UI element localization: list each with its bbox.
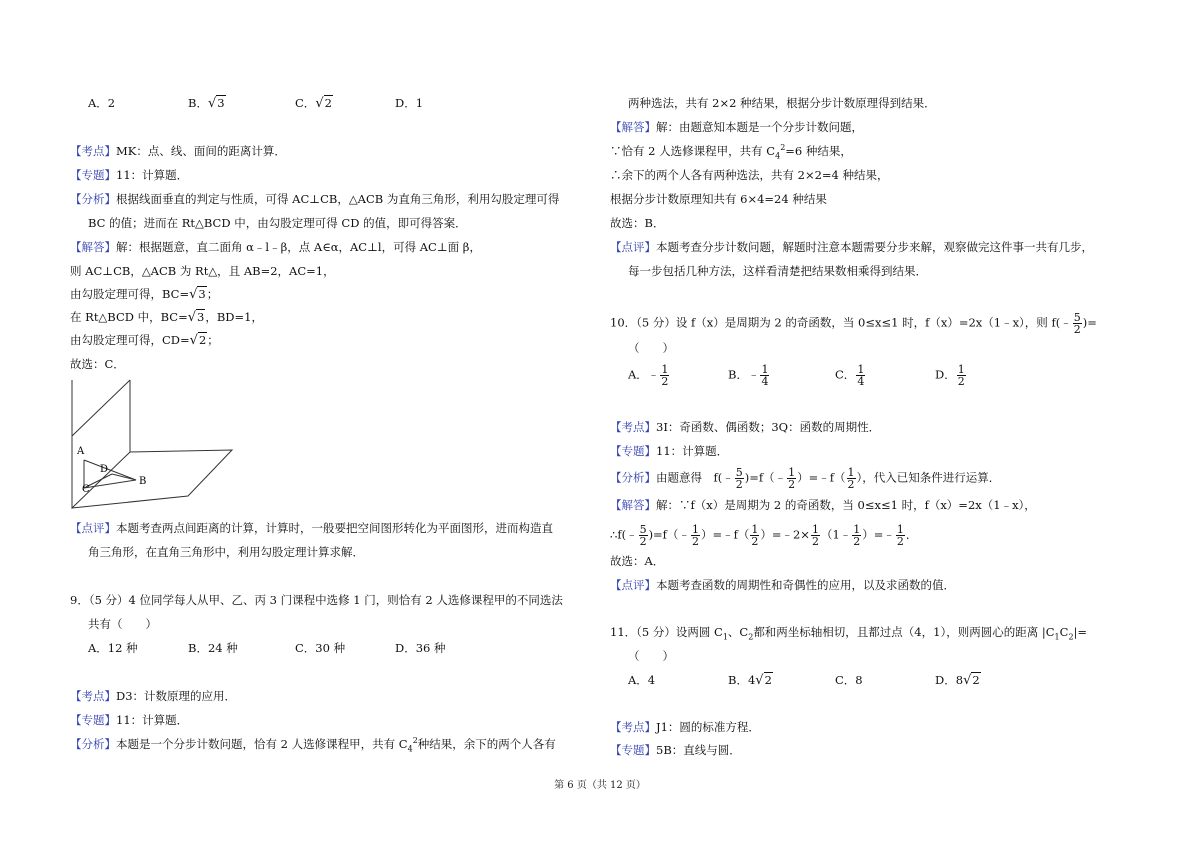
q11-option-a: A．4 (628, 673, 656, 687)
q10-kaodian: 【考点】3I：奇函数、偶函数；3Q：函数的周期性． (610, 420, 881, 434)
zhuanti-tag: 【专题】 (70, 168, 116, 182)
label-d: D (100, 464, 109, 475)
q11-paren: （ ） (628, 649, 674, 663)
q8-kaodian: 【考点】MK：点、线、面间的距离计算． (70, 144, 286, 158)
label-b: B (139, 476, 147, 487)
q11-option-b: B．4√2 (728, 673, 772, 688)
plane-alpha-top (72, 380, 130, 436)
dianping-tag: 【点评】 (70, 521, 116, 535)
q8-fenxi-cont: BC 的值；进而在 Rt△BCD 中，由勾股定理可得 CD 的值，即可得答案． (88, 216, 467, 230)
q8-dianping: 【点评】本题考查两点间距离的计算，计算时，一般要把空间图形转化为平面图形，进而构造直 (70, 521, 553, 535)
q10-zhuanti: 【专题】11：计算题． (610, 444, 729, 458)
q11-option-c: C．8 (835, 673, 863, 687)
label-c: C (82, 484, 90, 495)
q10-option-d: D． $\frac{1}{2}$ (935, 363, 965, 388)
q8-dianping-cont: 角三角形，在直角三角形中，利用勾股定理计算求解． (88, 545, 364, 559)
q9-option-d: D．36 种 (395, 641, 446, 655)
q10-jieda: 【解答】解：∵f（x）是周期为 2 的奇函数，当 0≤x≤1 时，f（x）=2x（1﹣x）， (610, 498, 1036, 512)
q8-step-5: 由勾股定理可得，CD=√2； (70, 333, 219, 348)
segment-ab (84, 460, 136, 480)
q10-option-a: A．﹣ $\frac{1}{2}$ (628, 363, 669, 388)
q10-fenxi: 【分析】由题意得 f(﹣ $\frac{5}{2}$ )=f（﹣ $\frac{1}{2}$ ）=﹣f（ $\frac{1}{2}$ ），代入已知条件进行运算． (610, 466, 1001, 491)
q8-step-2: 则 AC⊥CB，△ACB 为 Rt△，且 AB=2，AC=1， (70, 264, 335, 278)
q9-jieda: 【解答】解：由题意知本题是一个分步计数问题， (610, 120, 863, 134)
q8-option-a: A．2 (88, 96, 116, 110)
q9-step-3: ∴余下的两个人各有两种选法，共有 2×2=4 种结果， (610, 168, 889, 182)
q9-fenxi: 【分析】本题是一个分步计数问题，恰有 2 人选修课程甲，共有 $C_4^2$种结果，余下的两个人各有 (70, 736, 556, 754)
q11-stem: 11．（5 分）设两圆 $C_1$、$C_2$都和两坐标轴相切，且都过点（4，1），则两圆心的距离 $|C_1C_2|=$ (610, 625, 1088, 642)
page-footer: 第 6 页（共 12 页） (554, 780, 646, 791)
q10-stem: 10．（5 分）设 f（x）是周期为 2 的奇函数，当 0≤x≤1 时，f（x）=2x（1﹣x），则 f(﹣ $\frac{5}{2}$ )= (610, 311, 1097, 336)
q9-option-a: A．12 种 (88, 641, 138, 655)
plane-alpha (72, 380, 130, 508)
q9-step-2: ∵恰有 2 人选修课程甲，共有 $C_4^2=6$ 种结果， (610, 143, 852, 161)
q9-option-b: B．24 种 (188, 641, 238, 655)
q11-zhuanti: 【专题】5B：直线与圆． (610, 743, 741, 757)
q9-stem-cont: 共有（ ） (88, 617, 157, 631)
q8-step-4: 在 Rt△BCD 中，BC=√3，BD=1， (70, 310, 263, 325)
q10-options (610, 364, 1145, 394)
kaodian-tag: 【考点】 (70, 144, 116, 158)
label-a: A (77, 446, 85, 457)
q8-option-d: D．1 (395, 96, 424, 110)
q8-answer: 故选：C． (70, 357, 125, 371)
q10-solution: ∴f(﹣ $\frac{5}{2}$ )=f（﹣ $\frac{1}{2}$ ）=﹣f（ $\frac{1}{2}$ ）=﹣2× $\frac{1}{2}$ （1﹣ $\frac{1}{2}$ ）=﹣ $\frac{1}{2}$ ． (610, 523, 918, 548)
q10-option-b: B．﹣ $\frac{1}{4}$ (728, 363, 769, 388)
q10-dianping: 【点评】本题考查函数的周期性和奇偶性的应用，以及求函数的值． (610, 578, 955, 592)
q8-zhuanti: 【专题】11：计算题． (70, 168, 189, 182)
plane-beta (72, 450, 232, 508)
fenxi-tag: 【分析】 (70, 192, 116, 206)
q9-dianping: 【点评】本题考查分步计数问题，解题时注意本题需要分步来解，观察做完这件事一共有几步， (610, 240, 1093, 254)
q8-step-3: 由勾股定理可得，BC=√3； (70, 287, 219, 302)
q11-kaodian: 【考点】J1：圆的标准方程． (610, 720, 760, 734)
q8-option-b: B．√3 (188, 96, 225, 111)
q9-stem: 9．（5 分）4 位同学每人从甲、乙、丙 3 门课程中选修 1 门，则恰有 2 人选修课程甲的不同选法 (70, 593, 563, 607)
q9-kaodian: 【考点】D3：计数原理的应用． (70, 689, 237, 703)
q8-option-c: C．√2 (295, 96, 332, 111)
jieda-tag: 【解答】 (70, 240, 116, 254)
q9-zhuanti: 【专题】11：计算题． (70, 713, 189, 727)
q9-answer: 故选：B． (610, 216, 665, 230)
q8-jieda: 【解答】解：根据题意，直二面角 α﹣l﹣β，点 A∈α，AC⊥l，可得 AC⊥面 β， (70, 240, 481, 254)
q9-dianping-cont: 每一步包括几种方法，这样看清楚把结果数相乘得到结果． (628, 264, 927, 278)
q9-step-4: 根据分步计数原理知共有 6×4=24 种结果 (610, 192, 827, 206)
q11-option-d: D．8√2 (935, 673, 980, 688)
q9-option-c: C．30 种 (295, 641, 346, 655)
q9-fenxi-cont: 两种选法，共有 2×2 种结果，根据分步计数原理得到结果． (628, 96, 936, 110)
q10-answer: 故选：A． (610, 554, 665, 568)
q10-option-c: C． $\frac{1}{4}$ (835, 363, 865, 388)
dihedral-figure (70, 378, 240, 510)
q10-paren: （ ） (628, 341, 674, 355)
q8-fenxi: 【分析】根据线面垂直的判定与性质，可得 AC⊥CB，△ACB 为直角三角形，利用勾股定理可得 (70, 192, 560, 206)
